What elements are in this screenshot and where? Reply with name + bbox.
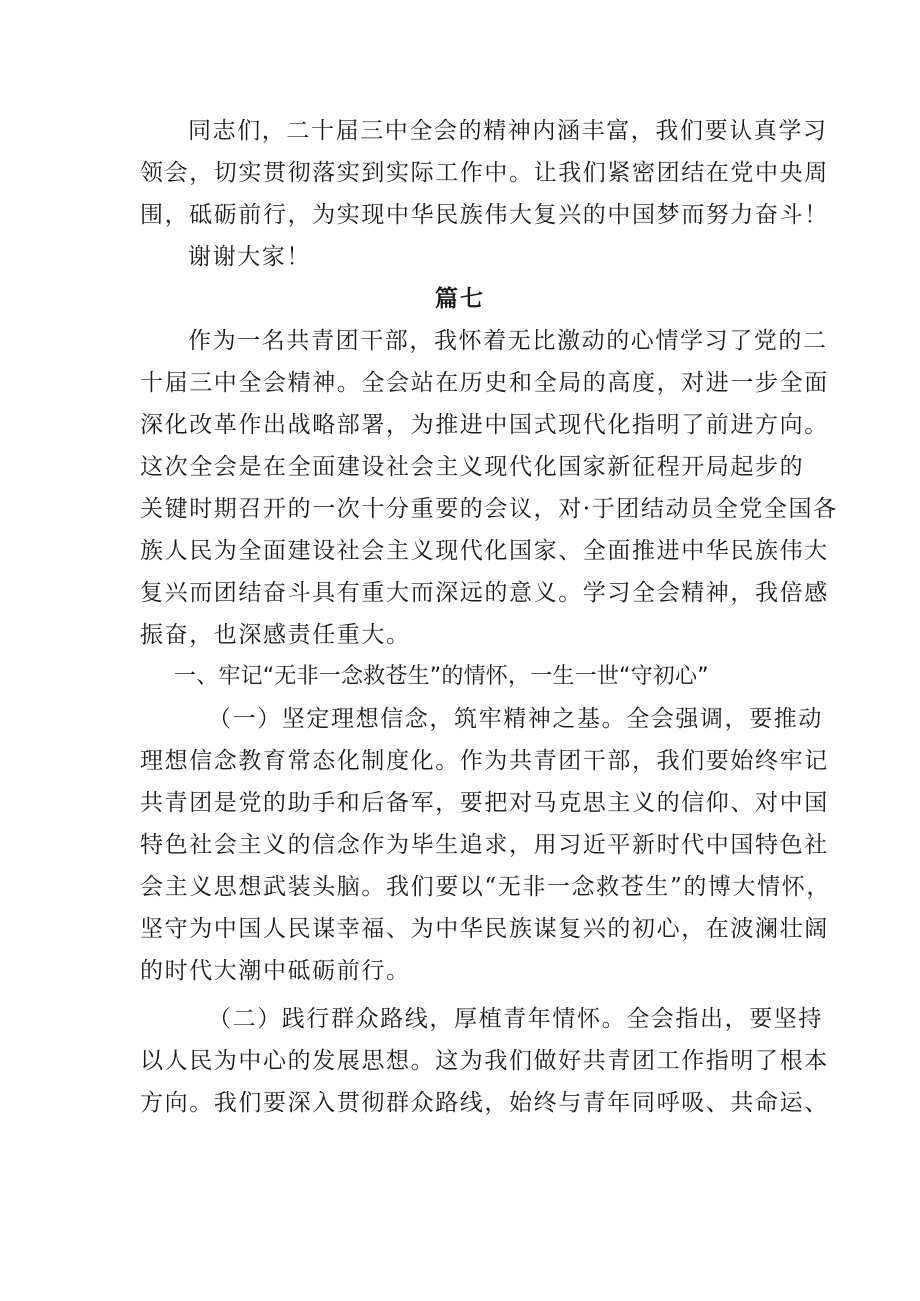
paragraph-line: 作为一名共青团干部，我怀着无比激动的心情学习了党的二 — [188, 328, 828, 354]
paragraph-line: （一）坚定理想信念，筑牢精神之基。全会强调，要推动 — [208, 706, 823, 732]
paragraph-line: 振奋，也深感责任重大。 — [140, 622, 411, 648]
paragraph-line: 这次全会是在全面建设社会主义现代化国家新征程开局起步的 — [140, 454, 805, 480]
paragraph-line: 坚守为中国人民谋幸福、为中华民族谋复兴的初心，在波澜壮阔 — [140, 916, 829, 942]
subsection-two — [140, 998, 829, 1124]
paragraph-line: 共青团是党的助手和后备军，要把对马克思主义的信仰、对中国 — [140, 790, 829, 816]
thanks-line: 谢谢大家！ — [188, 244, 311, 270]
paragraph-line: 关键时期召开的一次十分重要的会议，对·于团结动员全党全国各 — [140, 496, 838, 522]
paragraph-line: 复兴而团结奋斗具有重大而深远的意义。学习全会精神，我倍感 — [140, 580, 829, 606]
paragraph-line: 特色社会主义的信念作为毕生追求，用习近平新时代中国特色社 — [140, 832, 829, 858]
paragraph-line: （二）践行群众路线，厚植青年情怀。全会指出，要坚持 — [208, 1006, 823, 1032]
paragraph-line: 理想信念教育常态化制度化。作为共青团干部，我们要始终牢记 — [140, 748, 829, 774]
closing-paragraph — [140, 110, 829, 236]
paragraph-line: 方向。我们要深入贯彻群众路线，始终与青年同呼吸、共命运、 — [140, 1090, 829, 1116]
paragraph-line: 族人民为全面建设社会主义现代化国家、全面推进中华民族伟大 — [140, 538, 829, 564]
paragraph-line: 领会，切实贯彻落实到实际工作中。让我们紧密团结在党中央周 — [140, 160, 829, 186]
paragraph-line: 会主义思想武装头脑。我们要以“无非一念救苍生”的博大情怀， — [140, 874, 831, 900]
intro-paragraph — [140, 320, 838, 656]
chapter-title: 篇七 — [435, 285, 485, 312]
document-page — [140, 110, 838, 1124]
section-heading: 一、牢记“无非一念救苍生”的情怀，一生一世“守初心” — [174, 664, 709, 689]
paragraph-line: 的时代大潮中砥砺前行。 — [140, 958, 411, 984]
paragraph-line: 以人民为中心的发展思想。这为我们做好共青团工作指明了根本 — [140, 1048, 829, 1074]
subsection-one — [140, 698, 831, 992]
paragraph-line: 深化改革作出战略部署，为推进中国式现代化指明了前进方向。 — [140, 412, 829, 438]
paragraph-line: 同志们，二十届三中全会的精神内涵丰富，我们要认真学习 — [188, 118, 828, 144]
paragraph-line: 围，砥砺前行，为实现中华民族伟大复兴的中国梦而努力奋斗！ — [140, 202, 829, 228]
paragraph-line: 十届三中全会精神。全会站在历史和全局的高度，对进一步全面 — [140, 370, 829, 396]
